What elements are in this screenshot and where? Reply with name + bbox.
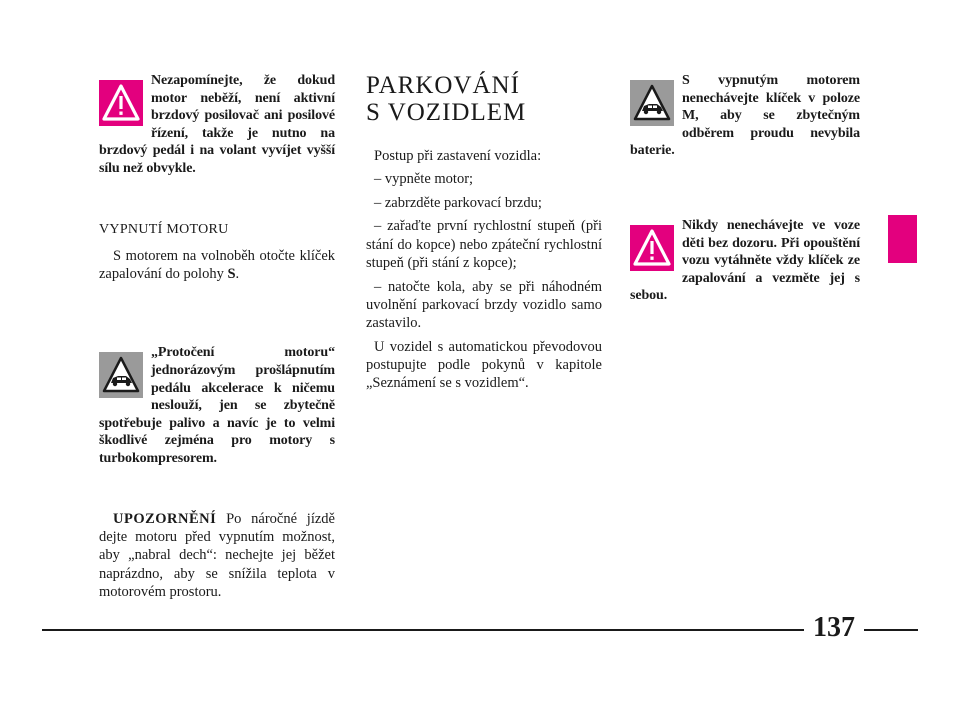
column-right: [630, 72, 860, 305]
warning-triangle-icon: [99, 80, 143, 126]
parking-step: – natočte kola, aby se při náhodném uvolnění parkovací brzdy vozidlo samo zastavilo.: [366, 278, 602, 332]
environment-car-icon: [630, 80, 674, 126]
column-left: [99, 72, 335, 601]
caution-paragraph: [99, 510, 335, 601]
section-title-engine-off: VYPNUTÍ MOTORU: [99, 221, 229, 237]
parking-step: – vypněte motor;: [374, 171, 474, 188]
children-warning-text: Nikdy nenechávejte ve voze děti bez dozoru. Při opouštění vozu vytáhněte vždy klíček ze zapalování a vezměte jej s sebou.: [630, 217, 860, 304]
caution-label: UPOZORNĚNÍ: [113, 510, 217, 527]
section-heading-parking: PARKOVÁNÍ S VOZIDLEM: [366, 72, 527, 126]
parking-steps: [366, 147, 602, 393]
warning-triangle-icon: [630, 225, 674, 271]
brake-warning-note: [99, 72, 335, 178]
engine-off-text: S motorem na volnoběh otočte klíček zapalování do polohy S.: [99, 247, 335, 283]
throttle-note: [99, 344, 335, 467]
children-warning-note: [630, 217, 860, 305]
footer-rule: [42, 629, 804, 631]
automatic-gearbox-note: U vozidel s automatickou převodovou postupujte podle pokynů v kapitole „Seznámení se s vozidlem“.: [366, 338, 602, 392]
parking-step: – zabrzděte parkovací brzdu;: [374, 194, 542, 211]
environment-car-icon: [99, 352, 143, 398]
column-middle: [366, 72, 602, 398]
chapter-tab-marker: [888, 215, 917, 263]
battery-note-text: S vypnutým motorem nenechávejte klíček v poloze M, aby se zbytečným odběrem proudu nevybila baterie.: [630, 73, 860, 159]
footer-rule: [864, 629, 918, 631]
throttle-note-text: „Protočení motoru“ jednorázovým prošlápnutím pedálu akcelerace k ničemu neslouží, jen se zbytečně spotřebuje palivo a navíc je to velmi škodlivé zejména pro motory s turbokompresorem.: [99, 345, 335, 467]
battery-note: [630, 72, 860, 160]
page-number: 137: [813, 612, 855, 643]
caution-text: Po náročné jízdě dejte motoru před vypnutím možnost, aby „nabral dech“: nechejte jej běžet naprázdno, aby se snížila teplota v motorovém prostoru.: [99, 510, 335, 600]
parking-step: – zařaďte první rychlostní stupeň (při stání do kopce) nebo zpáteční rychlostní stupeň (při stání z kopce);: [366, 218, 602, 272]
parking-intro: Postup při zastavení vozidla:: [374, 148, 542, 164]
brake-warning-text: Nezapomínejte, že dokud motor neběží, není aktivní brzdový posilovač ani posilové řízení, takže je nutno na brzdový pedál i na volant vyvíjet vyšší sílu než obvykle.: [99, 73, 335, 176]
